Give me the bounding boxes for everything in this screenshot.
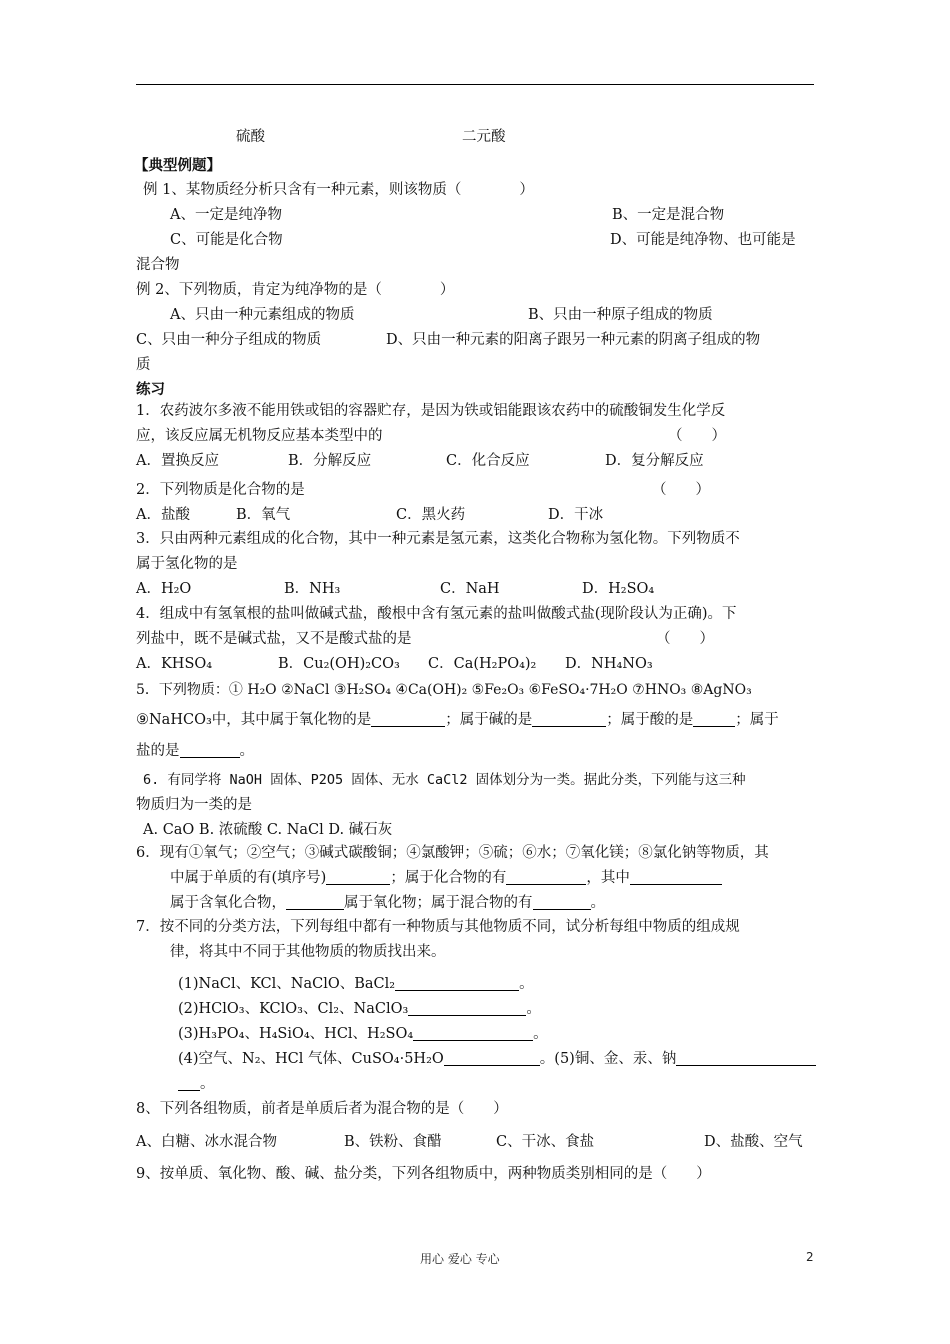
q6b-line1: 6．现有①氧气；②空气；③碱式碳酸铜；④氯酸钾；⑤硫；⑥水；⑦氧化镁；⑧氯化钠等物质，其 — [136, 845, 769, 861]
ex2-option-d-cont: 质 — [136, 357, 151, 373]
q8-option-a: A、白糖、冰水混合物 — [136, 1134, 277, 1150]
q3-option-a: A．H₂O — [136, 581, 192, 597]
q6a-line1: 6. 有同学将 NaOH 固体、P2O5 固体、无水 CaCl2 固体划分为一类。据此分类，下列能与这三种 — [143, 772, 746, 788]
q7-group-4-text: (4)空气、N₂、HCl 气体、CuSO₄·5H₂O — [178, 1051, 444, 1067]
q6b-line2 — [170, 869, 722, 887]
ex1-option-d: D、可能是纯净物、也可能是 — [610, 232, 796, 248]
q6b-line3 — [170, 894, 605, 912]
q7-group-2: (2)HClO₃、KClO₃、Cl₂、NaClO₃ 。 — [178, 1001, 541, 1017]
q8-option-c: C、干冰、食盐 — [496, 1134, 595, 1150]
q5-line3-part-a: 盐的是 — [136, 743, 180, 759]
q5-blank-salts[interactable] — [180, 743, 240, 758]
q2-option-c: C．黑火药 — [396, 507, 466, 523]
q9-stem: 9、按单质、氧化物、酸、碱、盐分类，下列各组物质中，两种物质类别相同的是（ ） — [136, 1166, 711, 1182]
ex2-option-a: A、只由一种元素组成的物质 — [170, 307, 355, 323]
q7-blank-4[interactable] — [444, 1051, 540, 1066]
section-practice-heading: 练习 — [136, 381, 165, 398]
q4-line2: 列盐中，既不是碱式盐，又不是酸式盐的是 — [136, 631, 412, 647]
q1-paren: （ ） — [668, 428, 726, 444]
q4-option-d: D．NH₄NO₃ — [565, 656, 653, 672]
q5-line2-part-d: ；属于 — [735, 712, 779, 728]
q1-option-b: B．分解反应 — [288, 453, 372, 469]
q1-line1: 1．农药波尔多液不能用铁或铝的容器贮存，是因为铁或铝能跟该农药中的硫酸铜发生化学反 — [136, 403, 726, 419]
q3-option-d: D．H₂SO₄ — [582, 581, 655, 597]
q6b-line3-part-c: 。 — [590, 895, 605, 911]
q6b-blank-compounds[interactable] — [506, 870, 586, 885]
page-number: 2 — [806, 1250, 814, 1264]
q5-line3-part-b: 。 — [239, 743, 254, 759]
q2-option-b: B．氧气 — [236, 507, 291, 523]
q7-blank-2[interactable] — [408, 1001, 526, 1016]
q6b-line2-part-c: ，其中 — [586, 870, 630, 886]
ex1-option-d-cont: 混合物 — [136, 257, 180, 273]
q7-group-1: (1)NaCl、KCl、NaClO、BaCl₂ 。 — [178, 976, 534, 992]
q6b-blank-among[interactable] — [630, 870, 722, 885]
ex1-option-a: A、一定是纯净物 — [170, 207, 282, 223]
q6b-blank-mixtures[interactable] — [533, 895, 591, 910]
ex1-option-b: B、一定是混合物 — [612, 207, 725, 223]
q7-line1: 7．按不同的分类方法，下列每组中都有一种物质与其他物质不同，试分析每组中物质的组成规 — [136, 919, 740, 935]
q1-option-d: D．复分解反应 — [605, 453, 704, 469]
q2-paren: （ ） — [652, 482, 710, 498]
q4-line1: 4．组成中有氢氧根的盐叫做碱式盐，酸根中含有氢元素的盐叫做酸式盐(现阶段认为正确)。下 — [136, 606, 737, 622]
q5-line2-part-c: ；属于酸的是 — [606, 712, 694, 728]
q6a-line3: A. CaO B. 浓硫酸 C. NaCl D. 碱石灰 — [143, 822, 393, 838]
q5-line2 — [136, 711, 779, 729]
q7-group-4: (4)空气、N₂、HCl 气体、CuSO₄·5H₂O 。(5)铜、金、汞、钠 — [178, 1050, 816, 1068]
header-left: 硫酸 — [236, 129, 265, 145]
header-right: 二元酸 — [462, 129, 506, 145]
q7-group-2-text: (2)HClO₃、KClO₃、Cl₂、NaClO₃ — [178, 1001, 409, 1017]
q8-option-d: D、盐酸、空气 — [704, 1134, 803, 1150]
q8-stem: 8、下列各组物质，前者是单质后者为混合物的是（ ） — [136, 1101, 508, 1117]
q4-option-c: C．Ca(H₂PO₄)₂ — [428, 656, 537, 672]
q5-blank-bases[interactable] — [532, 712, 606, 727]
ex2-option-c: C、只由一种分子组成的物质 — [136, 332, 322, 348]
q4-paren: （ ） — [656, 631, 714, 647]
ex2-option-d: D、只由一种元素的阳离子跟另一种元素的阴离子组成的物 — [386, 332, 761, 348]
section-examples-heading: 【典型例题】 — [134, 157, 221, 174]
q1-line2: 应，该反应属无机物反应基本类型中的 — [136, 428, 383, 444]
q3-option-b: B．NH₃ — [284, 581, 341, 597]
q2-option-a: A．盐酸 — [136, 507, 190, 523]
footer-slogan: 用心 爱心 专心 — [420, 1252, 500, 1266]
ex2-option-b: B、只由一种原子组成的物质 — [528, 307, 713, 323]
q6b-blank-oxygen-compounds[interactable] — [286, 895, 344, 910]
q7-blank-1[interactable] — [395, 976, 519, 991]
ex1-stem: 例 1、某物质经分析只含有一种元素，则该物质（ ） — [143, 182, 534, 198]
q6b-line3-part-b: 属于氧化物；属于混合物的有 — [344, 895, 533, 911]
ex1-option-c: C、可能是化合物 — [170, 232, 283, 248]
q5-line1: 5．下列物质：① H₂O ②NaCl ③H₂SO₄ ④Ca(OH)₂ ⑤Fe₂O₃ ⑥FeSO₄·7H₂O ⑦HNO₃ ⑧AgNO₃ — [136, 682, 752, 698]
q5-blank-acids[interactable] — [693, 712, 735, 727]
q5-blank-oxides[interactable] — [371, 712, 445, 727]
q2-stem: 2．下列物质是化合物的是 — [136, 482, 305, 498]
q7-group-3-text: (3)H₃PO₄、H₄SiO₄、HCl、H₂SO₄ — [178, 1026, 414, 1042]
q7-blank-5[interactable] — [676, 1051, 816, 1066]
q7-blank-5-cont[interactable] — [178, 1076, 200, 1091]
q5-line2-part-a: ⑨NaHCO₃中，其中属于氧化物的是 — [136, 712, 372, 728]
q7-line2: 律，将其中不同于其他物质的物质找出来。 — [170, 944, 446, 960]
ex2-stem: 例 2、下列物质，肯定为纯净物的是（ ） — [136, 282, 455, 298]
q6a-line2: 物质归为一类的是 — [136, 797, 252, 813]
q4-option-a: A．KHSO₄ — [136, 656, 213, 672]
header-rule — [136, 84, 814, 85]
q6b-blank-elements[interactable] — [326, 870, 390, 885]
q7-group-5-text: (5)铜、金、汞、钠 — [554, 1051, 677, 1067]
q4-option-b: B．Cu₂(OH)₂CO₃ — [278, 656, 400, 672]
q3-line1: 3．只由两种元素组成的化合物，其中一种元素是氢元素，这类化合物称为氢化物。下列物质不 — [136, 531, 740, 547]
q6b-line2-part-a: 中属于单质的有(填序号) — [170, 870, 327, 886]
q5-line2-part-b: ；属于碱的是 — [445, 712, 533, 728]
q7-group-3: (3)H₃PO₄、H₄SiO₄、HCl、H₂SO₄ 。 — [178, 1026, 548, 1042]
q3-line2: 属于氢化物的是 — [136, 556, 238, 572]
q1-option-c: C．化合反应 — [446, 453, 530, 469]
q5-line3 — [136, 742, 254, 760]
q7-blank-3[interactable] — [413, 1026, 533, 1041]
q6b-line3-part-a: 属于含氧化合物， — [170, 895, 286, 911]
q2-option-d: D．干冰 — [548, 507, 604, 523]
q8-option-b: B、铁粉、食醋 — [344, 1134, 442, 1150]
q3-option-c: C．NaH — [440, 581, 500, 597]
q6b-line2-part-b: ；属于化合物的有 — [390, 870, 507, 886]
q7-group-1-text: (1)NaCl、KCl、NaClO、BaCl₂ — [178, 976, 396, 992]
q1-option-a: A．置换反应 — [136, 453, 219, 469]
q7-line-end: 。 — [178, 1075, 215, 1093]
